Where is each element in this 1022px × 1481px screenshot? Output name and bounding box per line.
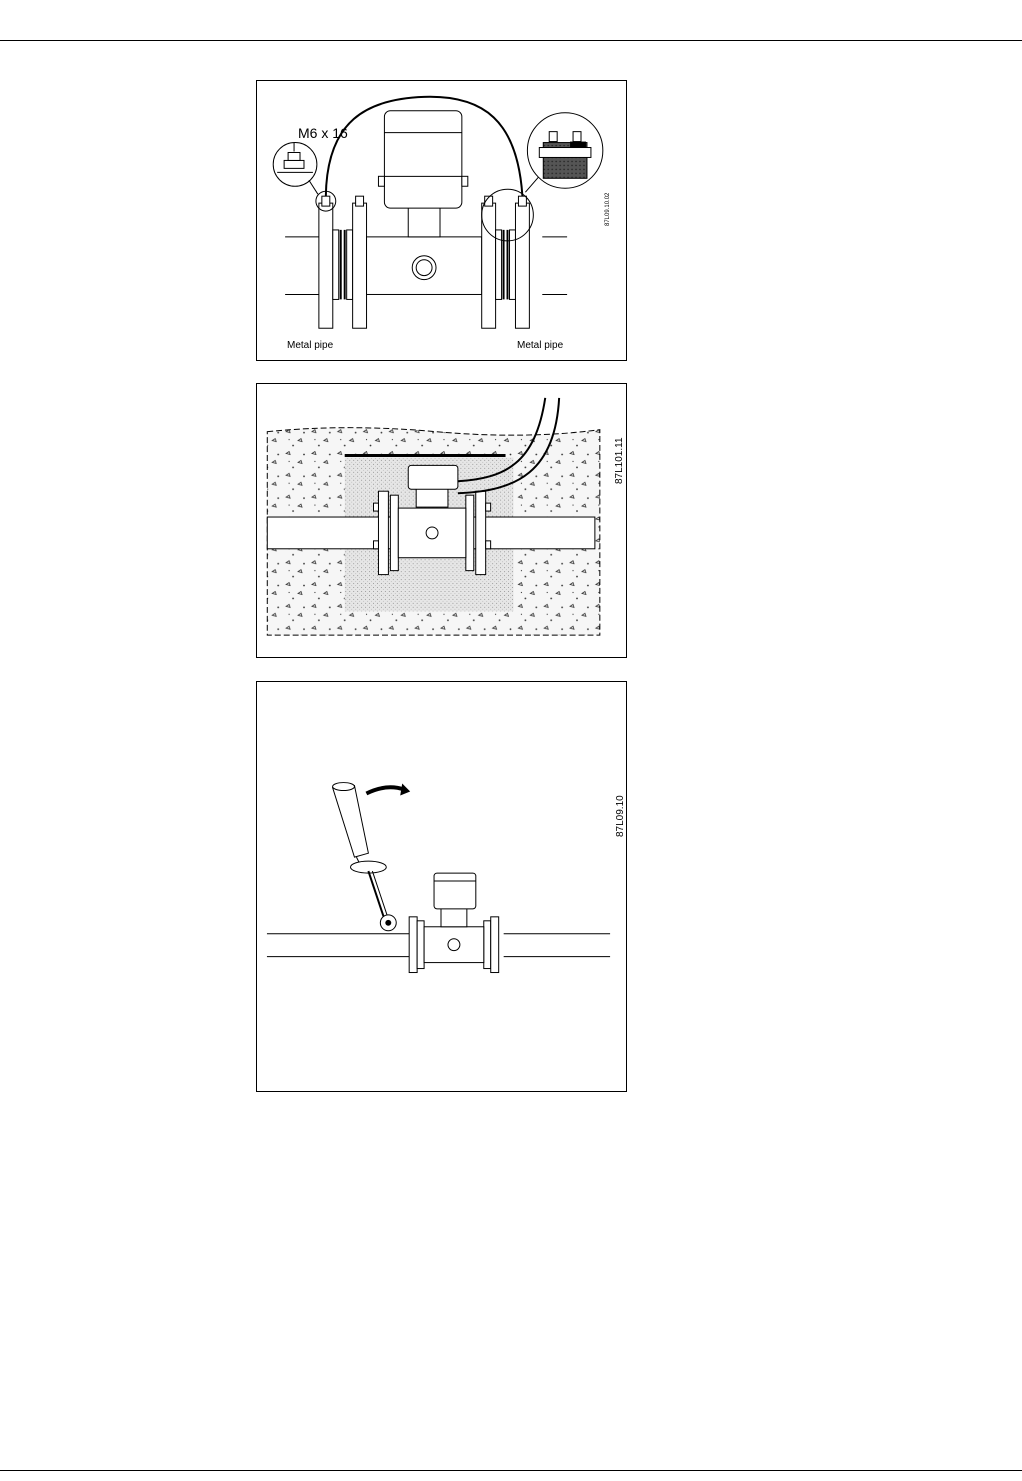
torque-wrench-drawing — [257, 682, 626, 1091]
footer-rule — [0, 1470, 1022, 1471]
torque-wrench-figure — [256, 681, 627, 1092]
figure-code: 87L101.11 — [614, 437, 625, 484]
grounding-drawing — [257, 81, 626, 360]
bolt-size-label: M6 x 16 — [298, 125, 348, 141]
buried-installation-figure — [256, 383, 627, 658]
grounding-figure — [256, 80, 627, 361]
figure-code: 87L09.10 — [615, 795, 626, 837]
figure-code: 87L09.10.02 — [605, 192, 611, 226]
buried-installation-drawing — [257, 384, 626, 657]
header-rule — [0, 40, 1022, 41]
left-metal-pipe-label: Metal pipe — [287, 340, 334, 351]
right-metal-pipe-label: Metal pipe — [517, 340, 564, 351]
